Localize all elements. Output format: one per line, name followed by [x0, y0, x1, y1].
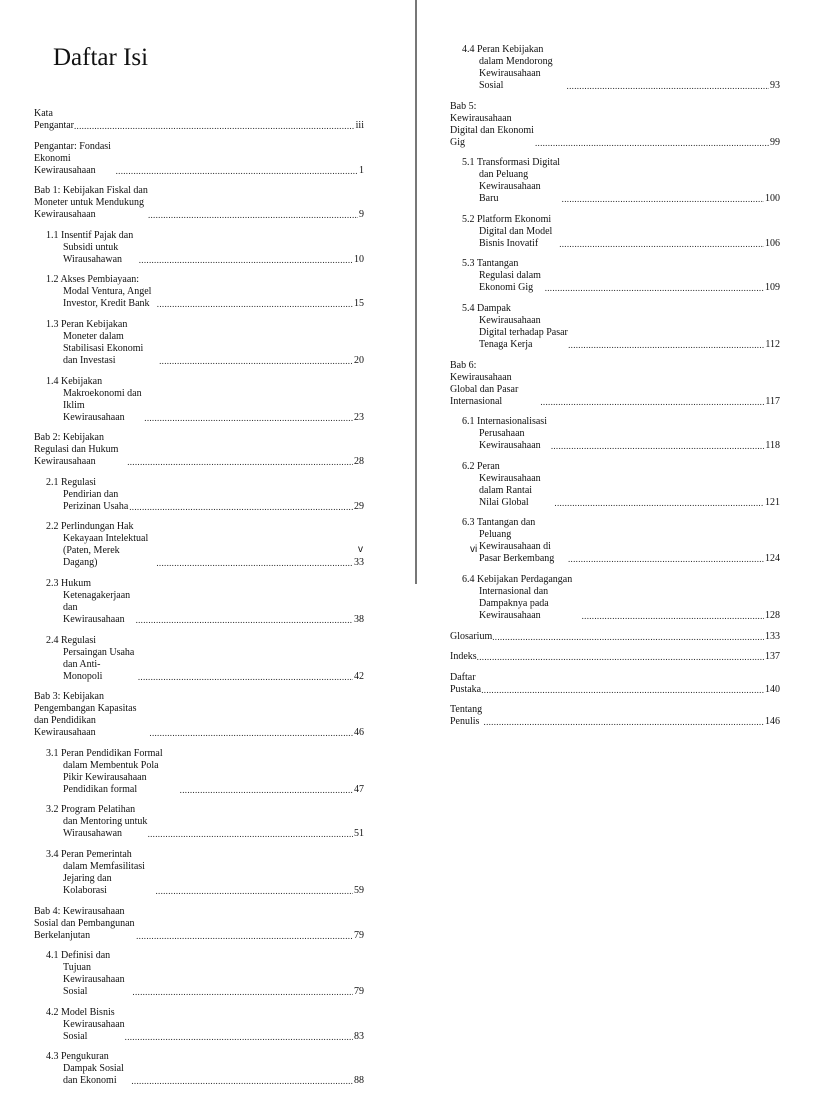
- toc-dot-leader: [136, 930, 353, 942]
- toc-entry[interactable]: [450, 44, 780, 92]
- toc-entry-title: 1.4 Kebijakan Makroekonomi dan Iklim Kewirausahaan: [46, 375, 142, 423]
- page-title: Daftar Isi: [53, 44, 149, 71]
- toc-entry-page: 15: [354, 298, 364, 310]
- toc-entry[interactable]: [34, 950, 364, 998]
- toc-entry-title: 4.4 Peran Kebijakan dalam Mendorong Kewirausahaan Sosial: [462, 44, 553, 91]
- toc-entry[interactable]: [34, 1051, 364, 1087]
- toc-entry[interactable]: [34, 432, 364, 468]
- toc-entry-title: Bab 2: Kebijakan Regulasi dan Hukum Kewirausahaan: [34, 432, 119, 468]
- page-number-left: v: [358, 544, 363, 555]
- toc-entry[interactable]: [34, 319, 364, 367]
- toc-entry[interactable]: [34, 108, 364, 132]
- page-divider: [415, 0, 417, 584]
- toc-entry-page: 137: [765, 651, 780, 663]
- toc-entry-title: Bab 5: Kewirausahaan Digital dan Ekonomi Gig: [450, 100, 534, 148]
- toc-entry-page: 106: [765, 237, 780, 249]
- toc-entry-title: Pengantar: Fondasi Ekonomi Kewirausahaan: [34, 140, 111, 176]
- toc-entry-title: 2.3 Hukum Ketenagakerjaan dan Kewirausahaan: [46, 577, 131, 625]
- toc-entry[interactable]: [34, 185, 364, 221]
- toc-dot-leader: [132, 986, 353, 998]
- toc-entry-title: 4.2 Model Bisnis Kewirausahaan Sosial: [46, 1006, 125, 1042]
- toc-entry[interactable]: [450, 416, 780, 452]
- toc-dot-leader: [159, 355, 353, 367]
- page-number-right: vi: [470, 544, 478, 555]
- toc-dot-leader: [535, 137, 769, 149]
- toc-entry-page: 47: [354, 783, 364, 795]
- toc-entry-page: 51: [354, 828, 364, 840]
- toc-dot-leader: [144, 412, 353, 424]
- toc-entry-page: 38: [354, 613, 364, 625]
- toc-entry[interactable]: [450, 631, 780, 643]
- toc-dot-leader: [582, 610, 764, 622]
- toc-entry-title: 2.1 Regulasi Pendirian dan Perizinan Usaha: [46, 476, 129, 512]
- toc-dot-leader: [149, 727, 353, 739]
- toc-entry[interactable]: [34, 274, 364, 310]
- toc-entry[interactable]: [34, 1007, 364, 1043]
- toc-entry[interactable]: [450, 651, 780, 663]
- toc-dot-leader: [157, 298, 353, 310]
- toc-entry[interactable]: [450, 157, 780, 205]
- toc-dot-leader: [139, 254, 353, 266]
- toc-entry-title: 3.4 Peran Pemerintah dalam Memfasilitasi Jejaring dan Kolaborasi: [46, 848, 145, 896]
- toc-entry[interactable]: [34, 849, 364, 897]
- toc-dot-leader: [562, 193, 764, 205]
- toc-entry[interactable]: [450, 704, 780, 728]
- toc-dot-leader: [129, 501, 353, 513]
- toc-entry-title: Bab 6: Kewirausahaan Global dan Pasar Internasional: [450, 359, 519, 407]
- toc-dot-leader: [568, 553, 764, 565]
- toc-left-list: [34, 108, 364, 1096]
- toc-entry[interactable]: [450, 517, 780, 565]
- toc-entry-page: 33: [354, 557, 364, 569]
- left-page: [0, 0, 415, 1087]
- toc-entry-title: 6.1 Internasionalisasi Perusahaan Kewirausahaan: [462, 416, 547, 452]
- toc-entry-page: 9: [359, 209, 364, 221]
- toc-entry[interactable]: [450, 672, 780, 696]
- toc-entry-page: 112: [765, 338, 780, 350]
- toc-entry[interactable]: [450, 214, 780, 250]
- toc-dot-leader: [484, 716, 764, 728]
- toc-entry-page: 10: [354, 253, 364, 265]
- toc-entry-page: 117: [765, 395, 780, 407]
- toc-entry[interactable]: [450, 360, 780, 408]
- right-page: [418, 0, 833, 728]
- toc-entry-page: 133: [765, 630, 780, 642]
- toc-entry-title: 5.2 Platform Ekonomi Digital dan Model Bisnis Inovatif: [462, 213, 553, 249]
- toc-entry-title: 4.1 Definisi dan Tujuan Kewirausahaan Sosial: [46, 950, 125, 998]
- toc-entry-page: 121: [765, 496, 780, 508]
- toc-dot-leader: [136, 614, 353, 626]
- toc-dot-leader: [559, 238, 764, 250]
- toc-dot-leader: [156, 557, 353, 569]
- toc-entry[interactable]: [34, 376, 364, 424]
- toc-dot-leader: [554, 497, 764, 509]
- toc-entry-page: 109: [765, 282, 780, 294]
- toc-entry-page: 29: [354, 500, 364, 512]
- toc-entry[interactable]: [450, 258, 780, 294]
- toc-entry-page: 83: [354, 1030, 364, 1042]
- toc-entry-page: 140: [765, 683, 780, 695]
- toc-entry[interactable]: [34, 635, 364, 683]
- toc-entry[interactable]: [34, 230, 364, 266]
- toc-entry[interactable]: [34, 691, 364, 739]
- toc-entry-title: 3.1 Peran Pendidikan Formal dalam Membentuk Pola Pikir Kewirausahaan Pendidikan formal: [46, 747, 163, 795]
- toc-entry-title: 6.2 Peran Kewirausahaan dalam Rantai Nilai Global: [462, 460, 541, 508]
- toc-dot-leader: [148, 209, 358, 221]
- toc-entry[interactable]: [450, 101, 780, 149]
- toc-dot-leader: [568, 339, 764, 351]
- toc-entry-title: Tentang Penulis: [450, 704, 483, 728]
- toc-dot-leader: [125, 1031, 353, 1043]
- toc-entry-page: 23: [354, 411, 364, 423]
- toc-entry-page: 59: [354, 884, 364, 896]
- toc-entry-title: 5.1 Transformasi Digital dan Peluang Kewirausahaan Baru: [462, 157, 561, 205]
- toc-dot-leader: [138, 671, 353, 683]
- toc-entry-page: 88: [354, 1075, 364, 1087]
- toc-entry-page: 146: [765, 716, 780, 728]
- toc-entry-title: 4.3 Pengukuran Dampak Sosial dan Ekonomi: [46, 1051, 124, 1087]
- toc-entry-title: 3.2 Program Pelatihan dan Mentoring untuk Wirausahawan: [46, 804, 148, 840]
- toc-entry-title: Kata Pengantar: [34, 108, 74, 131]
- toc-dot-leader: [551, 440, 765, 452]
- toc-dot-leader: [148, 828, 353, 840]
- toc-entry-title: Glosarium: [450, 630, 493, 642]
- toc-entry-page: 79: [354, 929, 364, 941]
- toc-dot-leader: [74, 120, 355, 132]
- toc-entry-title: Bab 1: Kebijakan Fiskal dan Moneter untuk Mendukung Kewirausahaan: [34, 185, 148, 221]
- toc-dot-leader: [481, 684, 764, 696]
- toc-dot-leader: [545, 282, 764, 294]
- toc-entry-title: 6.4 Kebijakan Perdagangan Internasional dan Dampaknya pada Kewirausahaan: [462, 573, 573, 621]
- toc-entry-page: 128: [765, 609, 780, 621]
- toc-entry-page: 42: [354, 670, 364, 682]
- toc-entry-title: 5.4 Dampak Kewirausahaan Digital terhadap Pasar Tenaga Kerja: [462, 302, 568, 350]
- toc-dot-leader: [180, 784, 353, 796]
- toc-entry-title: 1.2 Akses Pembiayaan: Modal Ventura, Angel Investor, Kredit Bank: [46, 274, 152, 310]
- toc-dot-leader: [131, 1075, 353, 1087]
- toc-entry[interactable]: [34, 141, 364, 177]
- toc-entry-title: 1.1 Insentif Pajak dan Subsidi untuk Wirausahawan: [46, 229, 134, 265]
- toc-entry-title: 1.3 Peran Kebijakan Moneter dalam Stabilisasi Ekonomi dan Investasi: [46, 318, 144, 366]
- toc-dot-leader: [492, 631, 764, 643]
- toc-entry[interactable]: [34, 906, 364, 942]
- toc-entry-title: 6.3 Tantangan dan Peluang Kewirausahaan di Pasar Berkembang: [462, 517, 555, 565]
- toc-dot-leader: [155, 885, 353, 897]
- toc-entry-page: 20: [354, 354, 364, 366]
- toc-entry[interactable]: [34, 521, 364, 569]
- toc-entry-page: 79: [354, 986, 364, 998]
- toc-dot-leader: [567, 80, 769, 92]
- toc-entry-title: 2.4 Regulasi Persaingan Usaha dan Anti-Monopoli: [46, 634, 135, 682]
- toc-entry[interactable]: [34, 578, 364, 626]
- toc-entry-page: 100: [765, 193, 780, 205]
- toc-entry[interactable]: [34, 748, 364, 796]
- toc-entry-title: Bab 4: Kewirausahaan Sosial dan Pembangunan Berkelanjutan: [34, 905, 135, 941]
- toc-entry-page: 1: [359, 164, 364, 176]
- toc-entry-title: 5.3 Tantangan Regulasi dalam Ekonomi Gig: [462, 258, 541, 294]
- toc-entry[interactable]: [450, 574, 780, 622]
- toc-entry-page: 118: [765, 440, 780, 452]
- toc-entry-title: Bab 3: Kebijakan Pengembangan Kapasitas dan Pendidikan Kewirausahaan: [34, 691, 137, 739]
- toc-right-list: [450, 44, 780, 737]
- toc-entry[interactable]: [450, 461, 780, 509]
- toc-entry[interactable]: [34, 477, 364, 513]
- toc-entry-page: 46: [354, 727, 364, 739]
- toc-dot-leader: [116, 165, 358, 177]
- toc-entry[interactable]: [450, 303, 780, 351]
- toc-entry-title: Indeks: [450, 651, 477, 663]
- toc-entry-page: 124: [765, 553, 780, 565]
- toc-dot-leader: [477, 651, 764, 663]
- toc-entry-title: Daftar Pustaka: [450, 671, 482, 695]
- toc-dot-leader: [540, 396, 764, 408]
- toc-entry-page: 28: [354, 456, 364, 468]
- toc-entry-page: 99: [770, 136, 780, 148]
- toc-entry-title: 2.2 Perlindungan Hak Kekayaan Intelektual (Paten, Merek Dagang): [46, 521, 149, 569]
- toc-entry-page: iii: [355, 120, 364, 131]
- toc-dot-leader: [127, 456, 353, 468]
- toc-entry[interactable]: [34, 804, 364, 840]
- toc-entry-page: 93: [770, 80, 780, 91]
